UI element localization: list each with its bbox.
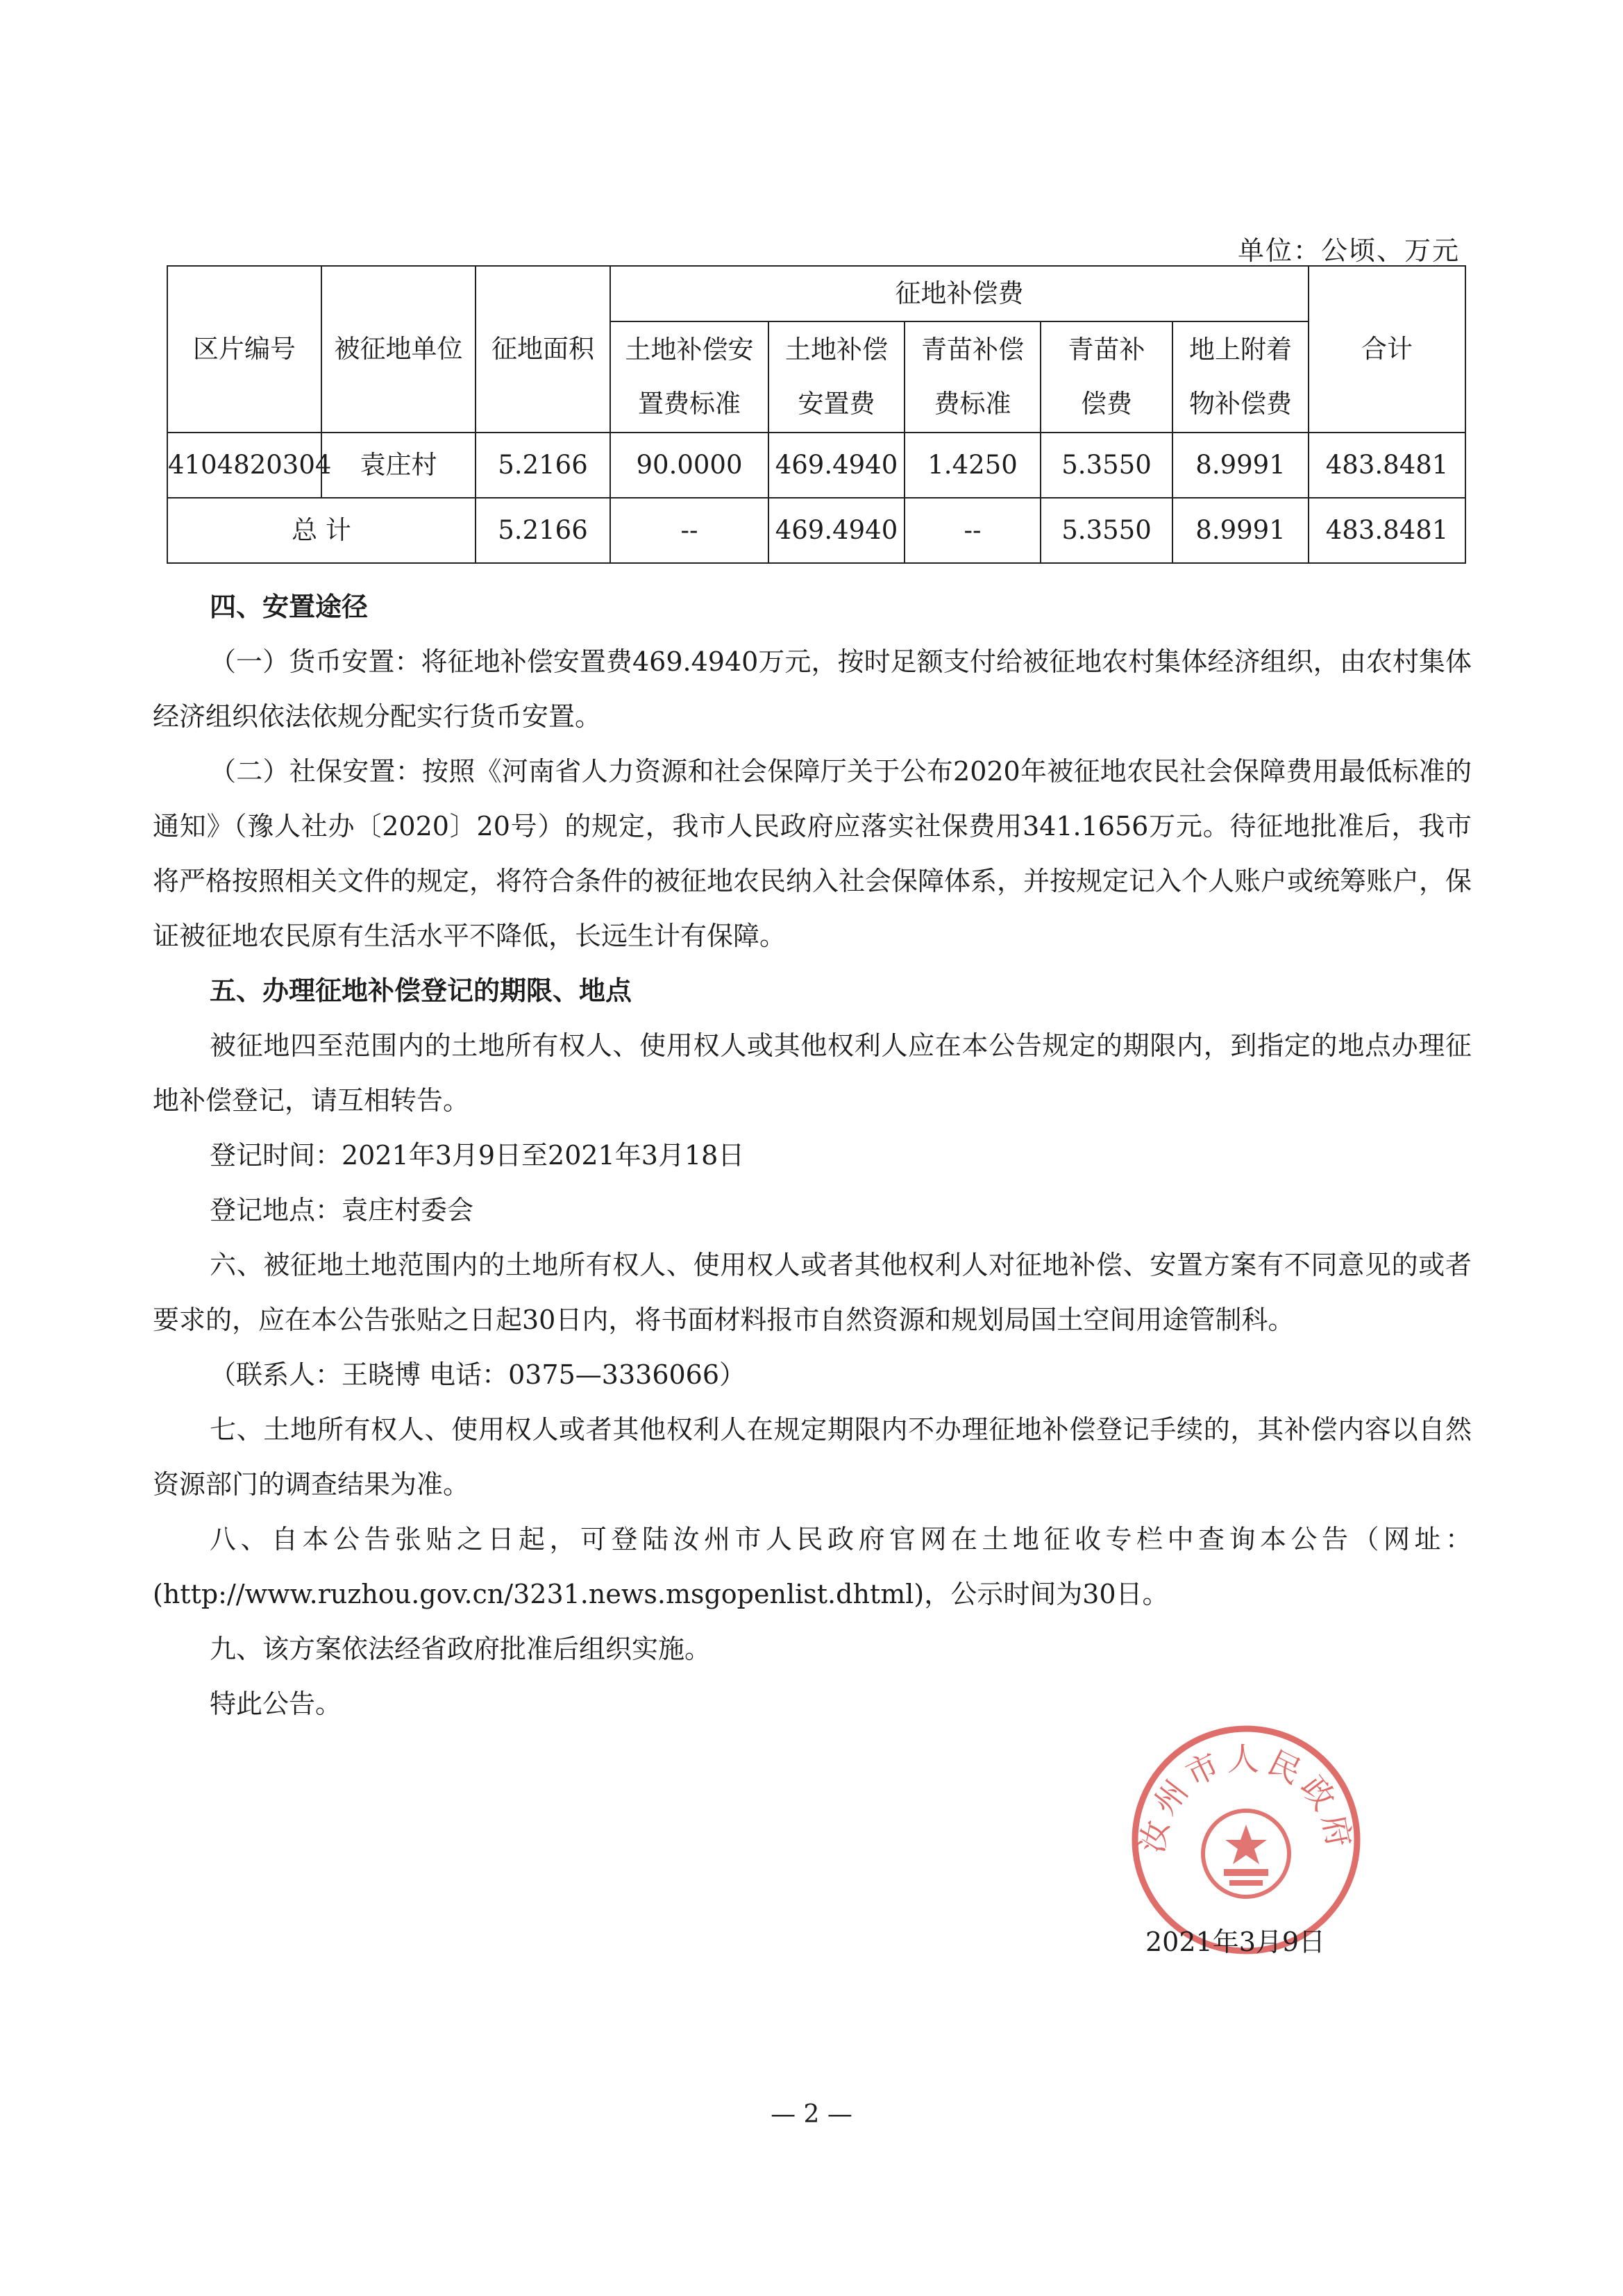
header-land-fee: 土地补偿 安置费 [768,321,905,433]
paragraph-website: 八、自本公告张贴之日起，可登陆汝州市人民政府官网在土地征收专栏中查询本公告（网址：(http://www.ruzhou.gov.cn/3231.news.msgopenlist.dhtml)，公示时间为30日。 [153,1524,1472,1609]
total-crop-fee: 5.3550 [1041,498,1172,563]
total-label: 总 计 [167,498,476,563]
paragraph-social-security: （二）社保安置：按照《河南省人力资源和社会保障厅关于公布2020年被征地农民社会保障费用最低标准的通知》（豫人社办〔2020〕20号）的规定，我市人民政府应落实社保费用341.1656万元。待征地批准后，我市将严格按照相关文件的规定，将符合条件的被征地农民纳入社会保障体系，并按规定记入个人账户或统筹账户，保证被征地农民原有生活水平不降低，长远生计有保障。 [153,756,1472,951]
cell-code: 4104820304 [167,433,321,498]
header-total: 合计 [1309,266,1465,433]
table-row [167,433,1465,498]
notice-date: 2021年3月9日 [1145,1927,1326,1957]
seal-text: 汝州市人民政府 [1132,1740,1360,1856]
contact-info: （联系人：王晓博 电话：0375—3336066） [210,1359,746,1390]
unit-label: 单位：公顷、万元 [1237,235,1460,266]
header-compensation-group: 征地补偿费 [610,266,1309,321]
header-crop-fee: 青苗补 偿费 [1041,321,1172,433]
paragraph-objection: 六、被征地土地范围内的土地所有权人、使用权人或者其他权利人对征地补偿、安置方案有不同意见的或者要求的，应在本公告张贴之日起30日内，将书面材料报市自然资源和规划局国土空间用途管制科。 [153,1250,1472,1335]
header-land-std: 土地补偿安 置费标准 [610,321,768,433]
closing-line: 特此公告。 [210,1689,342,1719]
paragraph-no-registration: 七、土地所有权人、使用权人或者其他权利人在规定期限内不办理征地补偿登记手续的，其补偿内容以自然资源部门的调查结果为准。 [153,1414,1472,1500]
section-heading-5: 五、办理征地补偿登记的期限、地点 [210,975,632,1006]
total-area: 5.2166 [476,498,610,563]
notice-body [153,580,1472,1732]
cell-total: 483.8481 [1309,433,1465,498]
compensation-table [167,265,1466,564]
table-total-row [167,498,1465,563]
header-unit: 被征地单位 [321,266,476,433]
total-attach-fee: 8.9991 [1172,498,1309,563]
total-land-fee: 469.4940 [768,498,905,563]
cell-attach-fee: 8.9991 [1172,433,1309,498]
total-crop-std: -- [905,498,1041,563]
cell-land-fee: 469.4940 [768,433,905,498]
cell-crop-std: 1.4250 [905,433,1041,498]
paragraph-registration: 被征地四至范围内的土地所有权人、使用权人或其他权利人应在本公告规定的期限内，到指定的地点办理征地补偿登记，请互相转告。 [153,1030,1472,1116]
national-emblem-icon [1203,1811,1289,1897]
table-header-row [167,266,1465,321]
total-std: -- [610,498,768,563]
cell-unit: 袁庄村 [321,433,476,498]
total-sum: 483.8481 [1309,498,1465,563]
header-district-code: 区片编号 [167,266,321,433]
registration-place: 登记地点：袁庄村委会 [210,1195,474,1225]
section-heading-4: 四、安置途径 [210,592,369,622]
registration-time: 登记时间：2021年3月9日至2021年3月18日 [210,1140,745,1171]
header-area: 征地面积 [476,266,610,433]
paragraph-cash: （一）货币安置：将征地补偿安置费469.4940万元，按时足额支付给被征地农村集体经济组织，由农村集体经济组织依法依规分配实行货币安置。 [153,646,1472,732]
page-number: — 2 — [771,2100,852,2129]
header-crop-std: 青苗补偿 费标准 [905,321,1041,433]
header-attach-fee: 地上附着 物补偿费 [1172,321,1309,433]
cell-crop-fee: 5.3550 [1041,433,1172,498]
cell-std: 90.0000 [610,433,768,498]
cell-area: 5.2166 [476,433,610,498]
paragraph-implementation: 九、该方案依法经省政府批准后组织实施。 [210,1634,712,1664]
